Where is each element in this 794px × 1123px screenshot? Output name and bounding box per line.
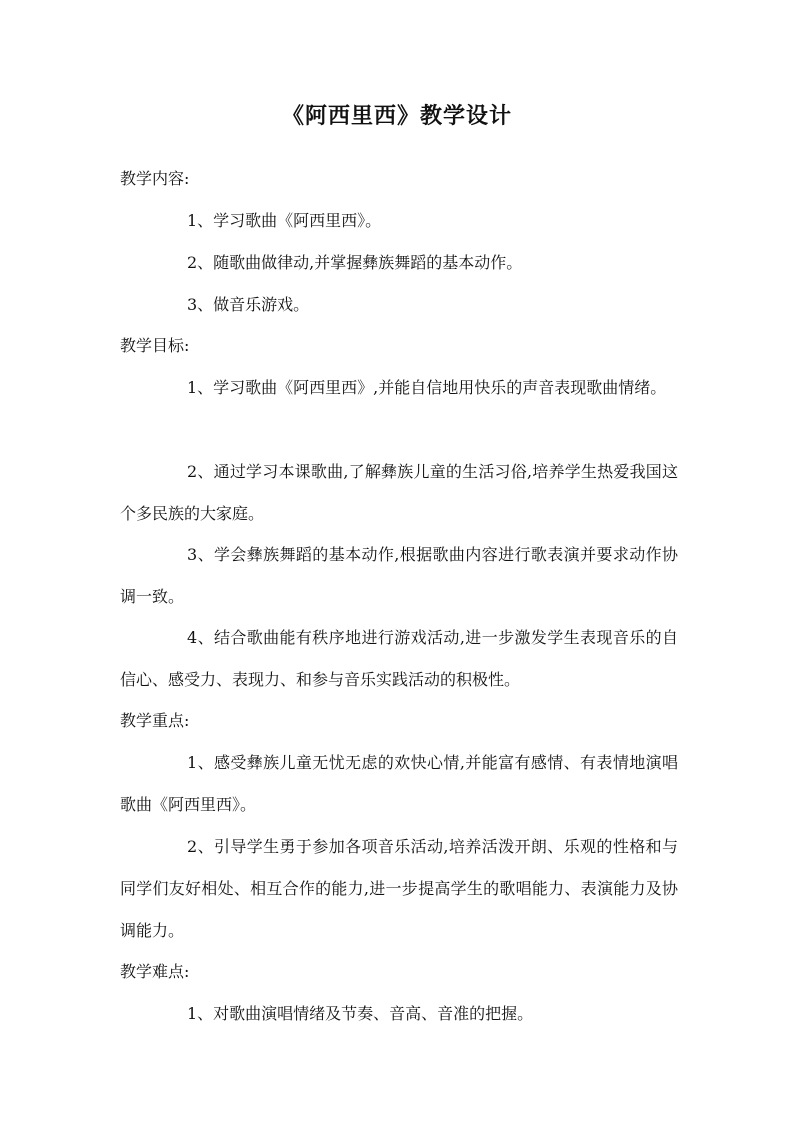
list-item: 1、感受彝族儿童无忧无虑的欢快心情,并能富有感情、有表情地演唱歌曲《阿西里西》。 [120, 753, 678, 814]
list-item: 3、做音乐游戏。 [187, 295, 310, 314]
list-item: 4、结合歌曲能有秩序地进行游戏活动,进一步激发学生表现音乐的自信心、感受力、表现力、和参与音乐实践活动的积极性。 [120, 628, 678, 689]
list-item: 2、通过学习本课歌曲,了解彝族儿童的生活习俗,培养学生热爱我国这个多民族的大家庭。 [120, 462, 678, 523]
list-item: 2、随歌曲做律动,并掌握彝族舞蹈的基本动作。 [187, 253, 523, 272]
list-item: 1、学习歌曲《阿西里西》。 [187, 211, 382, 230]
section-heading-key-points: 教学重点: [120, 711, 190, 730]
list-item: 1、学习歌曲《阿西里西》,并能自信地用快乐的声音表现歌曲情绪。 [187, 378, 667, 397]
list-item: 3、学会彝族舞蹈的基本动作,根据歌曲内容进行歌表演并要求动作协调一致。 [120, 545, 678, 606]
section-heading-content: 教学内容: [120, 169, 190, 188]
list-item: 1、对歌曲演唱情绪及节奏、音高、音准的把握。 [187, 1004, 534, 1023]
section-heading-difficulties: 教学难点: [120, 962, 190, 981]
document-title: 《阿西里西》教学设计 [281, 103, 512, 129]
section-heading-objectives: 教学目标: [120, 336, 190, 355]
list-item: 2、引导学生勇于参加各项音乐活动,培养活泼开朗、乐观的性格和与同学们友好相处、相互合作的能力,进一步提高学生的歌唱能力、表演能力及协调能力。 [120, 837, 678, 940]
